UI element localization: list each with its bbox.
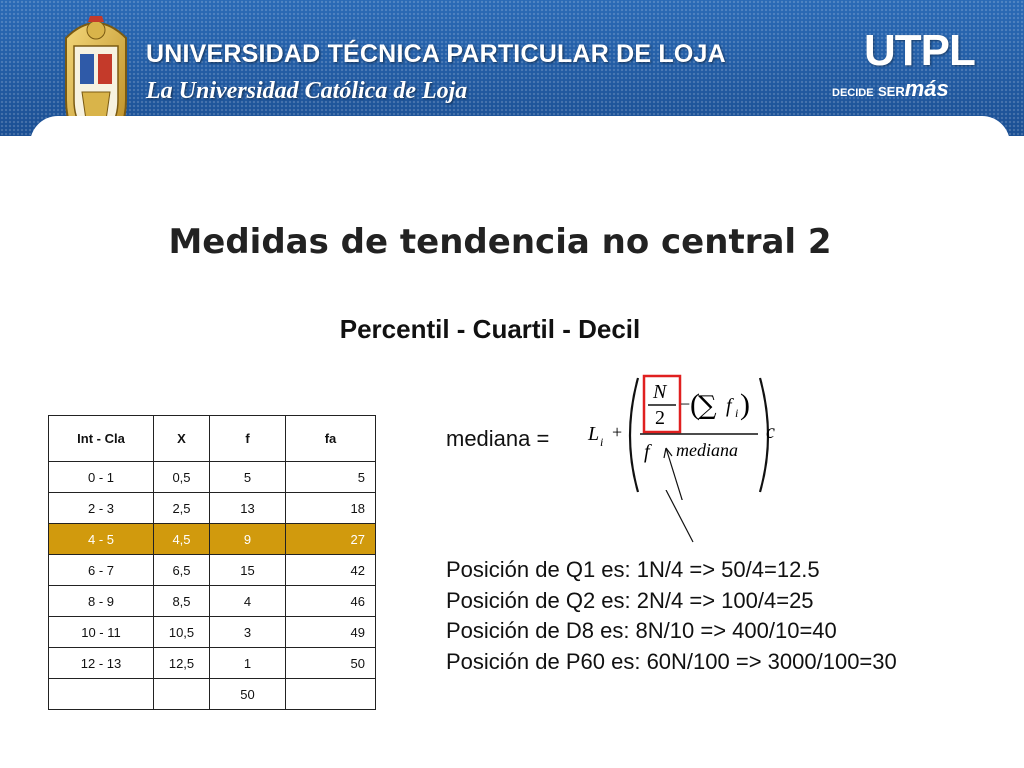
- formula-c: c: [766, 421, 775, 443]
- cell-x: 2,5: [154, 493, 210, 524]
- formula-Li: L: [588, 423, 600, 445]
- table-total-row: [49, 679, 376, 710]
- cell-x: 10,5: [154, 617, 210, 648]
- cell-empty: [49, 679, 154, 710]
- cell-x: 4,5: [154, 524, 210, 555]
- header-fa: fa: [286, 416, 376, 462]
- table-row: [49, 617, 376, 648]
- cell-x: 8,5: [154, 586, 210, 617]
- cell-x: 0,5: [154, 462, 210, 493]
- cell-f: 15: [210, 555, 286, 586]
- cell-fa: 49: [286, 617, 376, 648]
- cell-x: 6,5: [154, 555, 210, 586]
- table-row: [49, 493, 376, 524]
- mediana-label: mediana =: [446, 426, 550, 451]
- table-row-highlighted: [49, 524, 376, 555]
- cell-fa: 42: [286, 555, 376, 586]
- small-right-paren: ): [740, 388, 750, 421]
- frequency-table: [48, 415, 376, 710]
- position-p60: Posición de P60 es: 60N/100 => 3000/100=30: [446, 648, 897, 674]
- utpl-logo: UTPL: [864, 26, 975, 75]
- formula-plus: +: [612, 422, 623, 442]
- cell-fa: 50: [286, 648, 376, 679]
- cell-interval: 8 - 9: [49, 586, 154, 617]
- big-left-paren: [630, 378, 638, 492]
- formula-mediana: mediana: [676, 440, 738, 460]
- median-formula: [584, 372, 794, 500]
- position-d8: Posición de D8 es: 8N/10 => 400/10=40: [446, 618, 837, 643]
- university-name: UNIVERSIDAD TÉCNICA PARTICULAR DE LOJA: [146, 40, 726, 68]
- table-row: [49, 462, 376, 493]
- cell-interval: 2 - 3: [49, 493, 154, 524]
- cell-total-f: 50: [210, 679, 286, 710]
- brand-tagline: [832, 76, 949, 102]
- cell-f: 5: [210, 462, 286, 493]
- position-list: [446, 555, 897, 677]
- cell-fa: 5: [286, 462, 376, 493]
- cell-f: 13: [210, 493, 286, 524]
- position-q1: Posición de Q1 es: 1N/4 => 50/4=12.5: [446, 557, 820, 582]
- cell-interval: 12 - 13: [49, 648, 154, 679]
- cell-x: 12,5: [154, 648, 210, 679]
- cell-fa: 18: [286, 493, 376, 524]
- header-x: X: [154, 416, 210, 462]
- cell-interval: 10 - 11: [49, 617, 154, 648]
- tagline-ser: SER: [878, 84, 905, 99]
- small-left-paren: (: [690, 388, 700, 421]
- header-f: f: [210, 416, 286, 462]
- slide-subtitle: Percentil - Cuartil - Decil: [339, 314, 641, 344]
- formula-N: N: [653, 381, 667, 403]
- cell-empty: [154, 679, 210, 710]
- formula-fi-sub: i: [735, 406, 739, 420]
- tagline-mas: más: [904, 76, 949, 101]
- cell-empty: [286, 679, 376, 710]
- formula-minus: −: [680, 394, 691, 414]
- cell-f: 9: [210, 524, 286, 555]
- banner-curve: [30, 116, 1010, 176]
- formula-two: 2: [655, 407, 665, 429]
- cell-f: 3: [210, 617, 286, 648]
- cell-f: 4: [210, 586, 286, 617]
- cell-f: 1: [210, 648, 286, 679]
- formula-fi: f: [726, 395, 732, 417]
- table-row: [49, 555, 376, 586]
- table-row: [49, 586, 376, 617]
- table-header-row: [49, 416, 376, 462]
- university-subtitle: La Universidad Católica de Loja: [146, 78, 468, 104]
- formula-Li-sub: i: [600, 435, 604, 449]
- position-q2: Posición de Q2 es: 2N/4 => 100/4=25: [446, 587, 814, 613]
- cell-interval: 4 - 5: [49, 524, 154, 555]
- formula-sum: ∑: [698, 391, 717, 421]
- cell-interval: 0 - 1: [49, 462, 154, 493]
- cell-fa: 46: [286, 586, 376, 617]
- tagline-decide: DECIDE: [832, 87, 874, 99]
- cell-fa: 27: [286, 524, 376, 555]
- pointer-line-extension: [660, 490, 700, 550]
- brand-block: [832, 26, 990, 101]
- header-interval: Int - Cla: [49, 416, 154, 462]
- cell-interval: 6 - 7: [49, 555, 154, 586]
- slide-title: Medidas de tendencia no central 2: [168, 222, 832, 262]
- table-row: [49, 648, 376, 679]
- formula-f: f: [644, 441, 650, 463]
